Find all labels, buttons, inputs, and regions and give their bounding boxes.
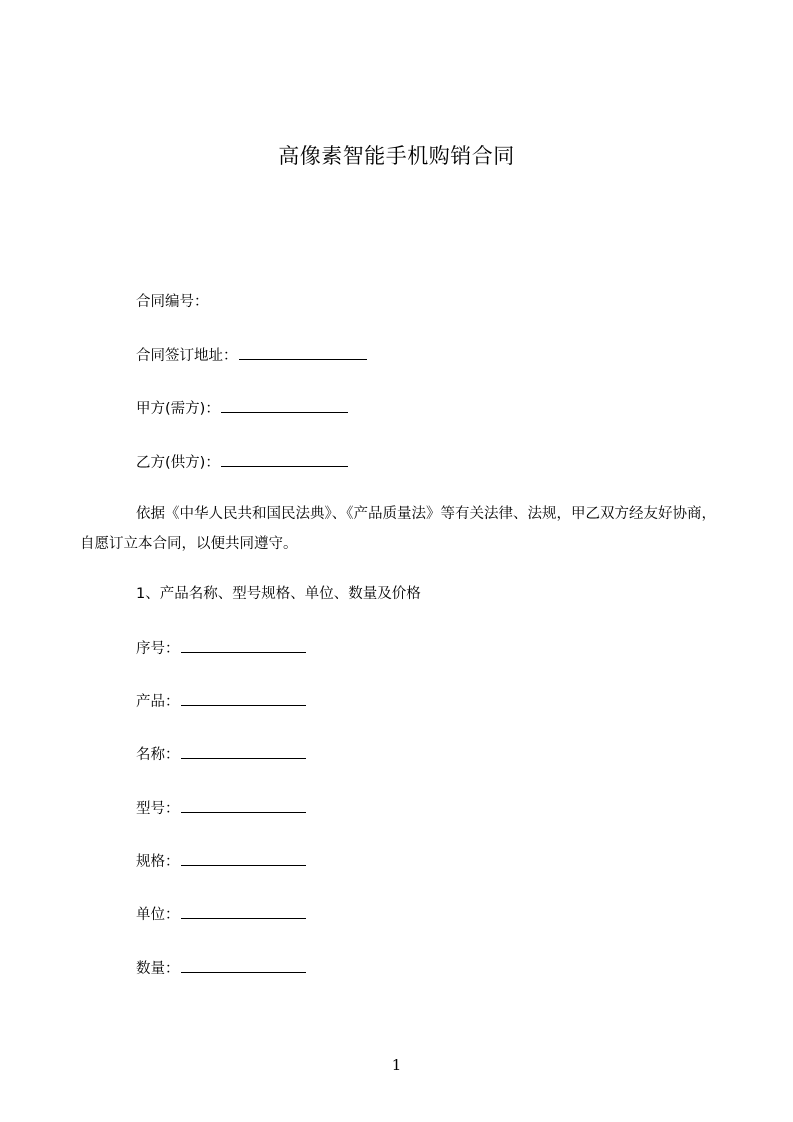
quantity-blank	[181, 958, 306, 973]
specification-blank	[181, 851, 306, 866]
name-blank	[181, 744, 306, 759]
serial-number-field	[136, 638, 306, 659]
party-b-field	[136, 452, 348, 473]
contract-number-field	[136, 292, 209, 312]
quantity-label: 数量：	[136, 961, 180, 977]
serial-number-blank	[181, 638, 306, 653]
name-label: 名称：	[136, 747, 180, 763]
specification-label: 规格：	[136, 854, 180, 870]
unit-field	[136, 904, 306, 925]
intro-paragraph: 依据《中华人民共和国民法典》、《产品质量法》等有关法律、法规，甲乙双方经友好协商，自愿订立本合同，以便共同遵守。	[80, 506, 716, 552]
signing-address-label: 合同签订地址：	[136, 348, 238, 364]
section-1-heading: 1、产品名称、型号规格、单位、数量及价格	[136, 586, 421, 602]
contract-number-label: 合同编号：	[136, 294, 209, 310]
serial-number-label: 序号：	[136, 641, 180, 657]
model-blank	[181, 798, 306, 813]
contract-title: 高像素智能手机购销合同	[278, 144, 515, 168]
party-a-blank	[221, 398, 348, 413]
signing-address-field	[136, 345, 367, 366]
signing-address-blank	[239, 345, 367, 360]
party-b-blank	[221, 452, 348, 467]
specification-field	[136, 851, 306, 872]
model-label: 型号：	[136, 801, 180, 817]
party-a-field	[136, 398, 348, 419]
party-b-label: 乙方(供方)：	[136, 455, 220, 471]
unit-label: 单位：	[136, 907, 180, 923]
unit-blank	[181, 904, 306, 919]
product-label: 产品：	[136, 694, 180, 710]
page-number: 1	[391, 1056, 402, 1074]
product-field	[136, 691, 306, 712]
product-blank	[181, 691, 306, 706]
model-field	[136, 798, 306, 819]
party-a-label: 甲方(需方)：	[136, 401, 220, 417]
name-field	[136, 744, 306, 765]
quantity-field	[136, 958, 306, 979]
